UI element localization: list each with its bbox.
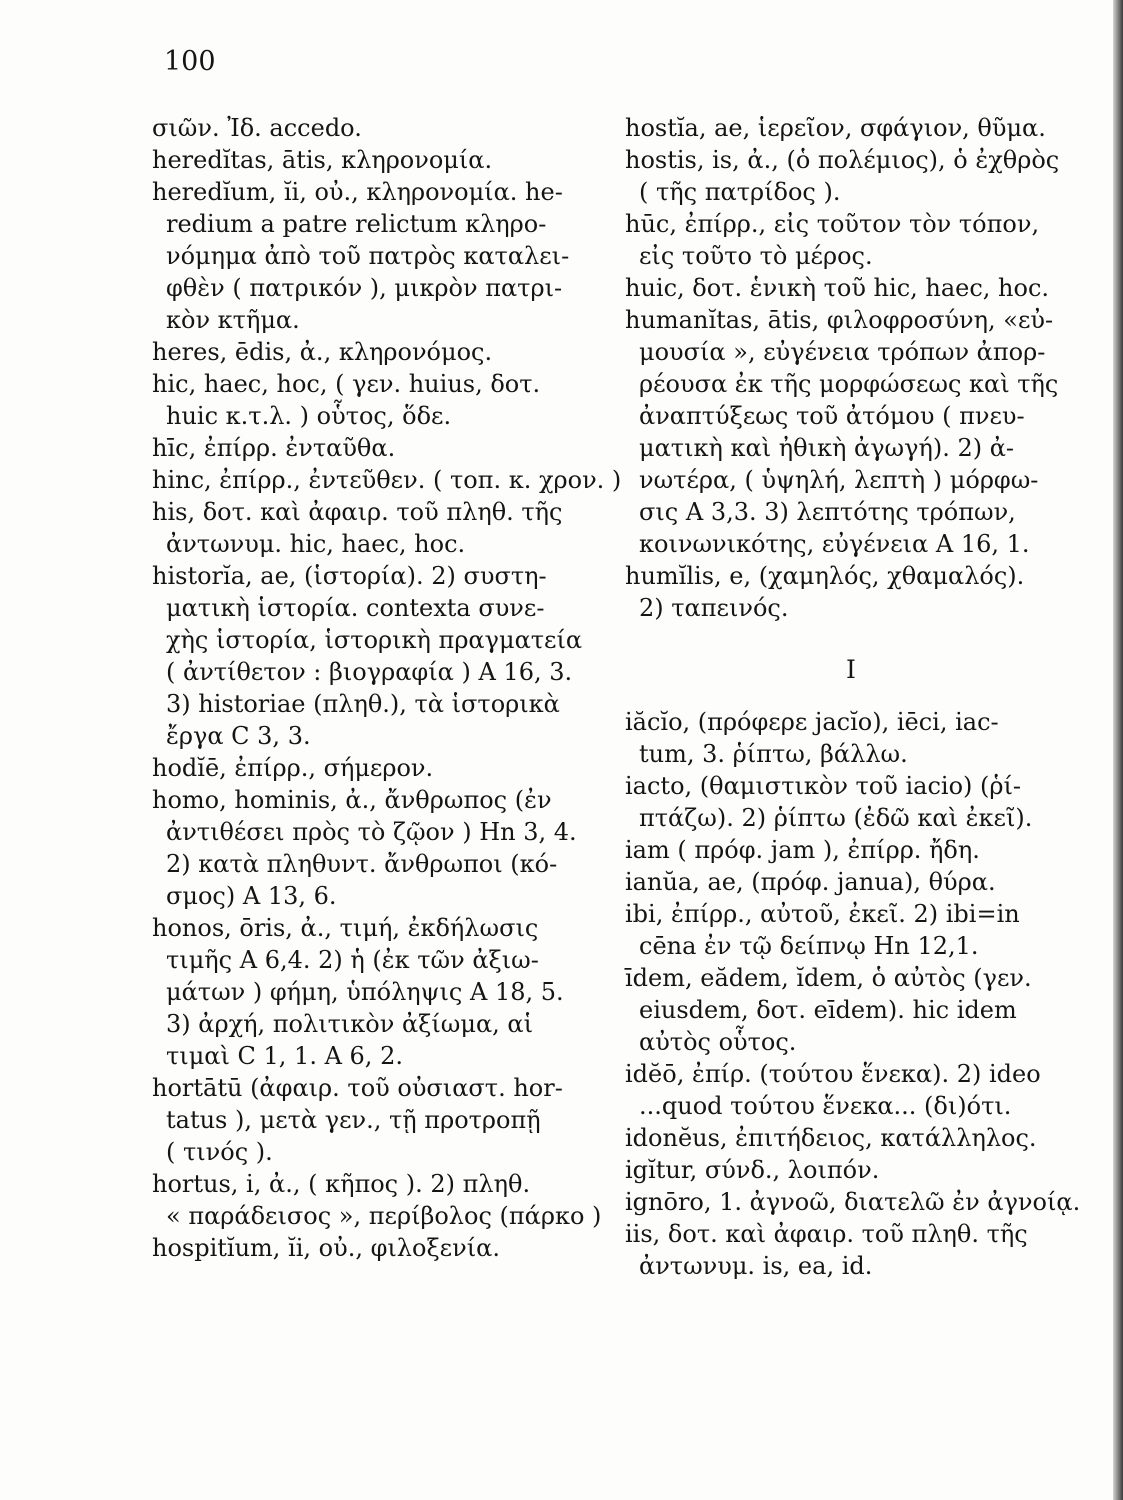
entry-line: « παράδεισος », περίβολος (πάρκο )	[166, 1202, 602, 1230]
entry-line: ignōro, 1. ἀγνοῶ, διατελῶ ἐν ἀγνοίᾳ.	[625, 1188, 1081, 1216]
entry-line: ματικὴ καὶ ἠθικὴ ἀγωγή). 2) ἀ-	[639, 434, 1015, 462]
entry-line: huic κ.τ.λ. ) οὗτος, ὅδε.	[166, 402, 452, 430]
entry-line: ἀναπτύξεως τοῦ ἀτόμου ( πνευ-	[639, 402, 1025, 430]
entry-line: ρέουσα ἐκ τῆς μορφώσεως καὶ τῆς	[639, 370, 1059, 398]
entry-line: 3) historiae (πληθ.), τὰ ἱστορικὰ	[166, 690, 560, 718]
entry-line: ianŭa, ae, (πρόφ. janua), θύρα.	[625, 868, 996, 896]
entry-line: ματικὴ ἱστορία. contexta συνε-	[166, 594, 545, 622]
entry-line: τιμῆς A 6,4. 2) ἡ (ἐκ τῶν ἀξιω-	[166, 946, 539, 974]
entry-line: κὸν κτῆμα.	[166, 306, 300, 334]
entry-line: hortātū (ἀφαιρ. τοῦ οὐσιαστ. hor-	[152, 1074, 563, 1102]
entry-line: σμος) A 13, 6.	[166, 882, 337, 910]
entry-line: σιῶν. Ἰδ. accedo.	[152, 114, 362, 142]
entry-line: cēna ἐν τῷ δείπνῳ Hn 12,1.	[639, 932, 979, 960]
entry-line: ( ἀντίθετον : βιογραφία ) A 16, 3.	[166, 658, 573, 686]
entry-line: idonĕus, ἐπιτήδειος, κατάλληλος.	[625, 1124, 1037, 1152]
entry-line: hīc, ἐπίρρ. ἐνταῦθα.	[152, 434, 396, 462]
entry-line: huic, δοτ. ἑνικὴ τοῦ hic, haec, hoc.	[625, 274, 1050, 302]
entry-line: 2) ταπεινός.	[639, 594, 789, 622]
book-spine-edge	[1113, 0, 1123, 1500]
entry-line: 3) ἀρχή, πολιτικὸν ἀξίωμα, αἱ	[166, 1010, 534, 1038]
entry-line: μάτων ) φήμη, ὑπόληψις A 18, 5.	[166, 978, 564, 1006]
entry-line: tum, 3. ῥίπτω, βάλλω.	[639, 740, 908, 768]
entry-line: redium a patre relictum κληρο-	[166, 210, 547, 238]
entry-line: ( τῆς πατρίδος ).	[639, 178, 841, 206]
entry-line: ibi, ἐπίρρ., αὐτοῦ, ἐκεῖ. 2) ibi=in	[625, 900, 1020, 928]
entry-line: tatus ), μετὰ γεν., τῇ προτροπῇ	[166, 1106, 541, 1134]
page-number: 100	[164, 46, 216, 77]
section-letter-heading: I	[846, 655, 856, 684]
entry-line: νόμημα ἀπὸ τοῦ πατρὸς καταλει-	[166, 242, 570, 270]
entry-line: ...quod τούτου ἕνεκα... (δι)ότι.	[639, 1092, 1012, 1120]
entry-line: ἀντιθέσει πρὸς τὸ ζῷον ) Hn 3, 4.	[166, 818, 577, 846]
entry-line: humĭlis, e, (χαμηλός, χθαμαλός).	[625, 562, 1025, 590]
entry-line: χὴς ἱστορία, ἱστορικὴ πραγματεία	[166, 626, 583, 654]
entry-line: ἔργα C 3, 3.	[166, 722, 311, 750]
entry-line: īdem, eădem, ĭdem, ὁ αὐτὸς (γεν.	[625, 964, 1032, 992]
entry-line: hic, haec, hoc, ( γεν. huius, δοτ.	[152, 370, 541, 398]
entry-line: νωτέρα, ( ὑψηλή, λεπτὴ ) μόρφω-	[639, 466, 1039, 494]
entry-line: φθὲν ( πατρικόν ), μικρὸν πατρι-	[166, 274, 563, 302]
entry-line: hūc, ἐπίρρ., εἰς τοῦτον τὸν τόπον,	[625, 210, 1040, 238]
entry-line: heredĭum, ĭi, οὐ., κληρονομία. he-	[152, 178, 563, 206]
entry-line: heres, ēdis, ἀ., κληρονόμος.	[152, 338, 493, 366]
entry-line: iis, δοτ. καὶ ἀφαιρ. τοῦ πληθ. τῆς	[625, 1220, 1028, 1248]
left-column	[152, 112, 622, 1264]
entry-line: πτάζω). 2) ῥίπτω (ἐδῶ καὶ ἐκεῖ).	[639, 804, 1033, 832]
right-column-i-entries	[625, 706, 1081, 1282]
entry-line: heredĭtas, ātis, κληρονομία.	[152, 146, 493, 174]
entry-line: μουσία », εὐγένεια τρόπων ἀπορ-	[639, 338, 1046, 366]
entry-line: τιμαὶ C 1, 1. A 6, 2.	[166, 1042, 403, 1070]
entry-line: hinc, ἐπίρρ., ἐντεῦθεν. ( τοπ. κ. χρον. )	[152, 466, 622, 494]
entry-line: κοινωνικότης, εὐγένεια A 16, 1.	[639, 530, 1030, 558]
entry-line: his, δοτ. καὶ ἀφαιρ. τοῦ πληθ. τῆς	[152, 498, 563, 526]
entry-line: hortus, i, ἀ., ( κῆπος ). 2) πληθ.	[152, 1170, 531, 1198]
entry-line: hostis, is, ἀ., (ὁ πολέμιος), ὁ ἐχθρὸς	[625, 146, 1060, 174]
entry-line: idĕō, ἐπίρ. (τούτου ἕνεκα). 2) ideo	[625, 1060, 1041, 1088]
entry-line: αὐτὸς οὗτος.	[639, 1028, 797, 1056]
entry-line: εἰς τοῦτο τὸ μέρος.	[639, 242, 873, 270]
entry-line: eiusdem, δοτ. eīdem). hic idem	[639, 996, 1017, 1024]
entry-line: ἀντωνυμ. is, ea, id.	[639, 1252, 873, 1280]
entry-line: iăcĭo, (πρόφερε jacĭo), iēci, iac-	[625, 708, 999, 736]
entry-line: hospitĭum, ĭi, οὐ., φιλοξενία.	[152, 1234, 500, 1262]
entry-line: hodĭē, ἐπίρρ., σήμερον.	[152, 754, 434, 782]
entry-line: hostĭa, ae, ἱερεῖον, σφάγιον, θῦμα.	[625, 114, 1046, 142]
entry-line: homo, hominis, ἀ., ἄνθρωπος (ἐν	[152, 786, 552, 814]
entry-line: ( τινός ).	[166, 1138, 273, 1166]
entry-line: iacto, (θαμιστικὸν τοῦ iacio) (ῥί-	[625, 772, 1022, 800]
entry-line: ἀντωνυμ. hic, haec, hoc.	[166, 530, 466, 558]
entry-line: honos, ōris, ἀ., τιμή, ἐκδήλωσις	[152, 914, 539, 942]
entry-line: iam ( πρόφ. jam ), ἐπίρρ. ἤδη.	[625, 836, 980, 864]
entry-line: historĭa, ae, (ἱστορία). 2) συστη-	[152, 562, 547, 590]
right-column-h-entries	[625, 112, 1077, 624]
right-column	[625, 112, 1081, 1282]
entry-line: 2) κατὰ πληθυντ. ἄνθρωποι (κό-	[166, 850, 558, 878]
entry-line: σις A 3,3. 3) λεπτότης τρόπων,	[639, 498, 1016, 526]
entry-line: humanĭtas, ātis, φιλοφροσύνη, «εὐ-	[625, 306, 1054, 334]
entry-line: igĭtur, σύνδ., λοιπόν.	[625, 1156, 880, 1184]
